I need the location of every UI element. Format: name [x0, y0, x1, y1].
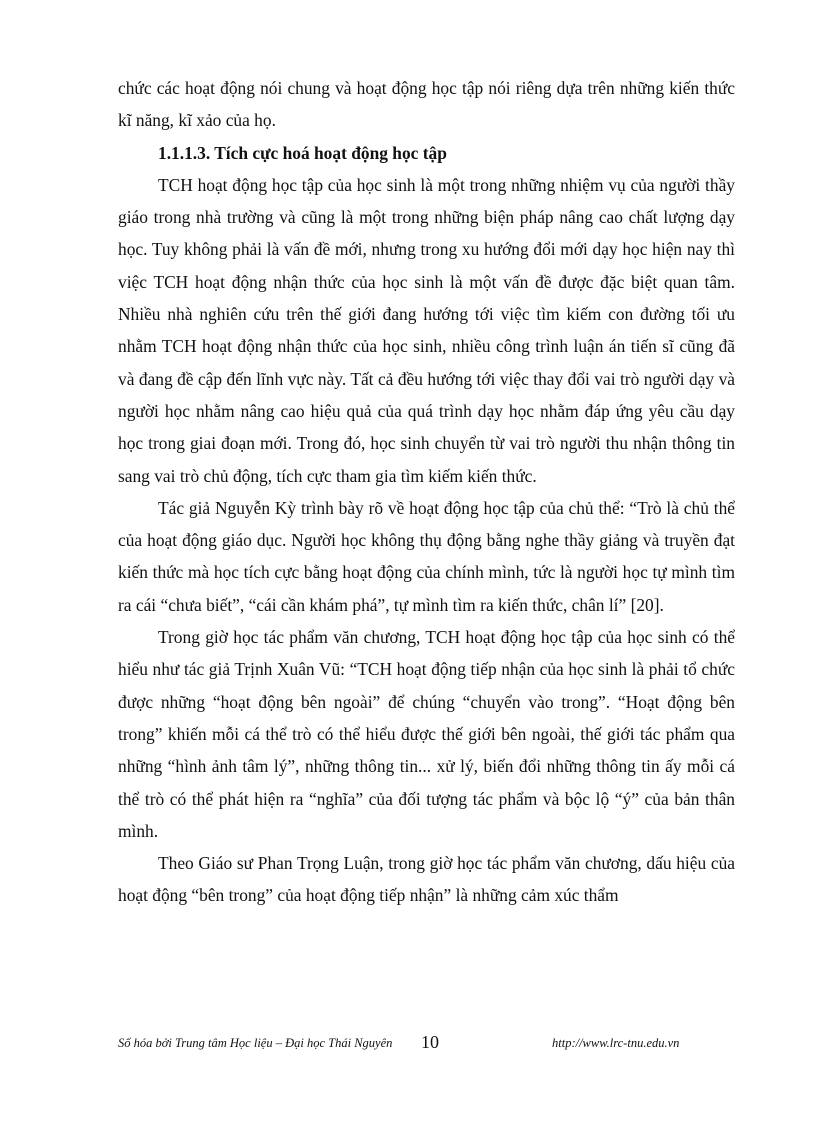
footer-url: http://www.lrc-tnu.edu.vn — [552, 1036, 680, 1050]
paragraph-phan-trong-luan: Theo Giáo sư Phan Trọng Luận, trong giờ học tác phẩm văn chương, dấu hiệu của hoạt động “bên trong” của hoạt động tiếp nhận” là những cảm xúc thẩm — [118, 853, 735, 906]
footer-source: Số hóa bởi Trung tâm Học liệu – Đại học Thái Nguyên — [118, 1036, 393, 1050]
paragraph-continuation: chức các hoạt động nói chung và hoạt động học tập nói riêng dựa trên những kiến thức kĩ năng, kĩ xảo của họ. — [118, 78, 735, 131]
page-body — [118, 72, 735, 912]
section-heading: 1.1.1.3. Tích cực hoá hoạt động học tập — [158, 142, 447, 163]
page-number: 10 — [421, 1032, 439, 1052]
page-footer — [118, 1032, 718, 1056]
paragraph-nguyen-ky-quote: Tác giả Nguyễn Kỳ trình bày rõ về hoạt động học tập của chủ thể: “Trò là chủ thể của hoạt động giáo dục. Người học không thụ động bằng nghe thầy giảng và truyền đạt kiến thức mà học tích cực bằng hoạt động của chính mình, tức là người học tự mình tìm ra cái “chưa biết”, “cái cần khám phá”, tự mình tìm ra kiến thức, chân lí” [20]. — [118, 497, 735, 615]
paragraph-trinh-xuan-vu-quote: Trong giờ học tác phẩm văn chương, TCH hoạt động học tập của học sinh có thể hiểu như tác giả Trịnh Xuân Vũ: “TCH hoạt động tiếp nhận của học sinh là phải tổ chức được những “hoạt động bên ngoài” để chúng “chuyển vào trong”. “Hoạt động bên trong” khiến mỗi cá thể trò có thể hiểu được thế giới bên ngoài, thế giới tác phẩm qua những “hình ảnh tâm lý”, những thông tin... xử lý, biến đổi những thông tin ấy mỗi cá thể trò có thể phát hiện ra “nghĩa” của đối tượng tác phẩm và bộc lộ “ý” của bản thân mình. — [118, 627, 735, 841]
paragraph-tch-overview: TCH hoạt động học tập của học sinh là một trong những nhiệm vụ của người thầy giáo trong nhà trường và cũng là một trong những biện pháp nâng cao chất lượng dạy học. Tuy không phải là vấn đề mới, nhưng trong xu hướng đổi mới dạy học hiện nay thì việc TCH hoạt động nhận thức của học sinh là một vấn đề được đặc biệt quan tâm. Nhiều nhà nghiên cứu trên thế giới đang hướng tới việc tìm kiếm con đường tối ưu nhằm TCH hoạt động nhận thức của học sinh, nhiều công trình luận án tiến sĩ cũng đã và đang đề cập đến lĩnh vực này. Tất cả đều hướng tới việc thay đổi vai trò người dạy và người học nhằm nâng cao hiệu quả của quá trình dạy học nhằm đáp ứng yêu cầu dạy học trong giai đoạn mới. Trong đó, học sinh chuyển từ vai trò người thu nhận thông tin sang vai trò chủ động, tích cực tham gia tìm kiếm kiến thức. — [118, 174, 735, 486]
